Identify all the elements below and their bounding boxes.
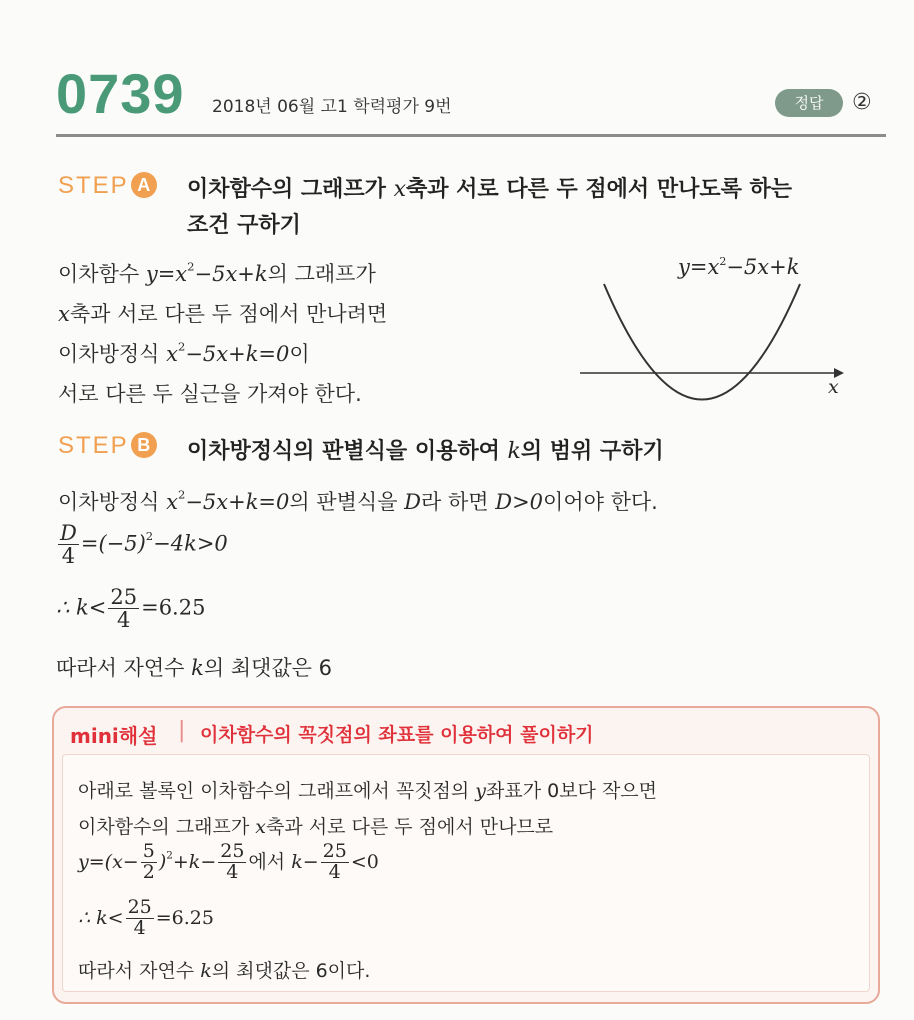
math: D xyxy=(404,490,422,514)
discriminant-equation: $\frac{D}{4}$ $=(-5)^2-4k>0$ xyxy=(60,521,228,569)
text: 의 최댓값은 6이다. xyxy=(211,960,371,982)
text: 이차방정식 xyxy=(58,490,167,514)
step-a-word: STEP xyxy=(58,172,129,199)
text: 좌표가 0보다 작으면 xyxy=(486,780,658,802)
text: 따라서 자연수 xyxy=(56,656,192,680)
step-a-line1: 이차함수 $y=x^2-5x+k$의 그래프가 xyxy=(58,259,376,286)
fraction: $\frac{25}{4}$ xyxy=(127,896,152,939)
text: 따라서 자연수 xyxy=(78,960,201,982)
math: +k− xyxy=(172,850,217,873)
text: 의 최댓값은 6 xyxy=(203,656,332,680)
step-b-line1: 이차방정식 $x^2-5x+k=0$의 판별식을 D라 하면 D>0이어야 한다. xyxy=(58,487,658,514)
mini-k-bound xyxy=(78,898,214,939)
math: x xyxy=(166,490,178,514)
step-a-title-var: x xyxy=(393,177,407,202)
fraction: $\frac{25}{4}$ xyxy=(110,585,138,633)
math: ∴ k< xyxy=(78,906,124,929)
fraction: $\frac{5}{2}$ xyxy=(142,840,155,883)
text: 이 xyxy=(289,342,310,366)
step-a-line2 xyxy=(58,298,387,328)
text: 축과 서로 다른 두 점에서 만나므로 xyxy=(265,816,554,838)
problem-source: 2018년 06월 고1 학력평가 9번 xyxy=(212,97,452,117)
math: =(−5) xyxy=(80,531,146,556)
step-b-title xyxy=(187,434,664,465)
mini-title: 이차함수의 꼭짓점의 좌표를 이용하여 풀이하기 xyxy=(200,724,594,746)
math: −5x+k=0 xyxy=(185,342,290,366)
step-a-badge: A xyxy=(131,172,157,198)
step-b-conclusion xyxy=(56,652,332,682)
math: x xyxy=(166,342,178,366)
step-a-line4: 서로 다른 두 실근을 가져야 한다. xyxy=(58,382,362,406)
fraction: $\frac{25}{4}$ xyxy=(220,840,245,883)
math: =6.25 xyxy=(155,906,214,929)
text: 의 그래프가 xyxy=(267,262,376,286)
text: 이어야 한다. xyxy=(543,490,658,514)
text: 아래로 볼록인 이차함수의 그래프에서 꼭짓점의 xyxy=(78,780,476,802)
math: y=x xyxy=(145,262,188,286)
math: ∴ k< xyxy=(56,595,107,620)
step-b-label xyxy=(58,432,157,460)
math: −4k>0 xyxy=(153,531,228,556)
step-b-badge: B xyxy=(131,432,157,458)
math: −5x+k xyxy=(194,262,268,286)
text: 이차방정식 xyxy=(58,342,167,366)
math: x xyxy=(58,302,70,326)
math: k xyxy=(200,960,212,982)
text: 이차함수 xyxy=(58,262,146,286)
math: y= xyxy=(78,850,105,873)
x-axis-label: x xyxy=(828,376,839,398)
mini-tag: mini해설 xyxy=(70,724,158,748)
text: 라 하면 xyxy=(421,490,496,514)
parabola-curve xyxy=(604,284,800,400)
math: =6.25 xyxy=(141,595,206,620)
step-a-label xyxy=(58,172,157,200)
math: <0 xyxy=(350,850,379,873)
answer-value: ② xyxy=(852,90,872,115)
k-bound-equation xyxy=(56,586,205,631)
header-divider xyxy=(56,134,886,137)
math: k xyxy=(507,439,521,464)
mini-vertex-equation: y=(x− $\frac{5}{2}$ )$^2$+k− $\frac{25}{4}$ 에서 k− $\frac{25}{4}$ <0 xyxy=(78,840,379,883)
graph-equation: $y=x^2-5x+k$ xyxy=(678,255,800,279)
parabola-graph xyxy=(572,250,862,430)
problem-number: 0739 xyxy=(56,62,185,125)
text: 축과 서로 다른 두 점에서 만나려면 xyxy=(69,302,388,326)
text: 이차함수의 그래프가 xyxy=(78,816,256,838)
mini-line2 xyxy=(78,812,553,839)
text: 이차방정식의 판별식을 이용하여 xyxy=(187,439,508,464)
step-b-word: STEP xyxy=(58,432,129,459)
math: −5x+k=0 xyxy=(185,490,290,514)
step-a-title-line2: 조건 구하기 xyxy=(187,213,301,238)
mini-conclusion xyxy=(78,956,370,983)
math: k xyxy=(191,656,204,680)
math: x xyxy=(255,816,266,838)
text: 의 범위 구하기 xyxy=(520,439,664,464)
mini-line1 xyxy=(78,776,657,803)
math: D>0 xyxy=(495,490,544,514)
fraction: $\frac{D}{4}$ xyxy=(60,521,77,569)
mini-separator: | xyxy=(178,718,186,743)
text: 에서 xyxy=(248,850,292,873)
fraction: $\frac{25}{4}$ xyxy=(322,840,347,883)
step-a-title-line1 xyxy=(187,172,792,203)
step-a-line3: 이차방정식 $x^2-5x+k=0$이 xyxy=(58,339,310,366)
answer-badge: 정답 xyxy=(775,89,843,117)
math: y xyxy=(475,780,487,802)
math: k− xyxy=(291,850,319,873)
text: 의 판별식을 xyxy=(289,490,405,514)
math: (x− xyxy=(104,850,139,873)
step-a-title-part: 이차함수의 그래프가 xyxy=(187,177,394,202)
math: ) xyxy=(158,850,167,873)
step-a-title-part: 축과 서로 다른 두 점에서 만나도록 하는 xyxy=(406,177,793,202)
